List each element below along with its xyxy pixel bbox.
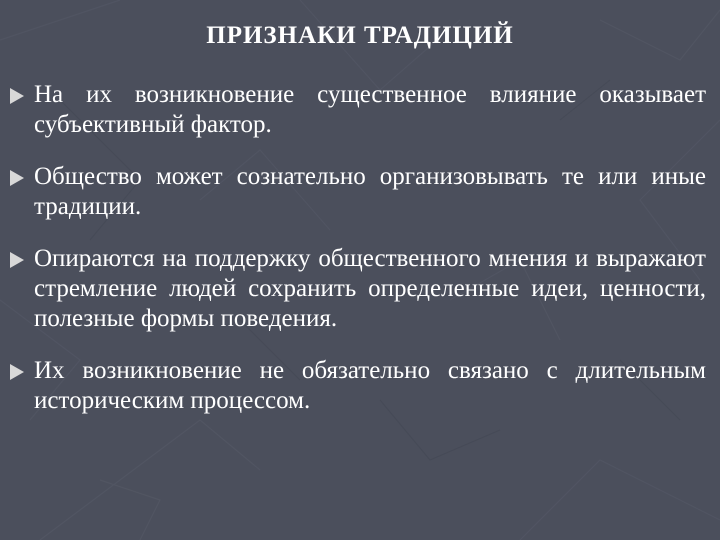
list-item	[10, 244, 706, 334]
slide-title: ПРИЗНАКИ ТРАДИЦИЙ	[206, 22, 514, 49]
right-pointer-triangle-icon	[10, 88, 24, 104]
list-item-text: Общество может сознательно организовывать те или иные традиции.	[34, 163, 706, 220]
list-item-text: На их возникновение существенное влияние оказывает субъективный фактор.	[34, 81, 706, 138]
right-pointer-triangle-icon	[10, 252, 24, 268]
bullet-list	[10, 80, 706, 438]
list-item-text: Опираются на поддержку общественного мнения и выражают стремление людей сохранить определенные идеи, ценности, полезные формы поведения.	[34, 245, 706, 332]
list-item	[10, 162, 706, 222]
list-item	[10, 356, 706, 416]
list-item-text: Их возникновение не обязательно связано с длительным историческим процессом.	[34, 357, 706, 414]
right-pointer-triangle-icon	[10, 364, 24, 380]
list-item	[10, 80, 706, 140]
right-pointer-triangle-icon	[10, 170, 24, 186]
